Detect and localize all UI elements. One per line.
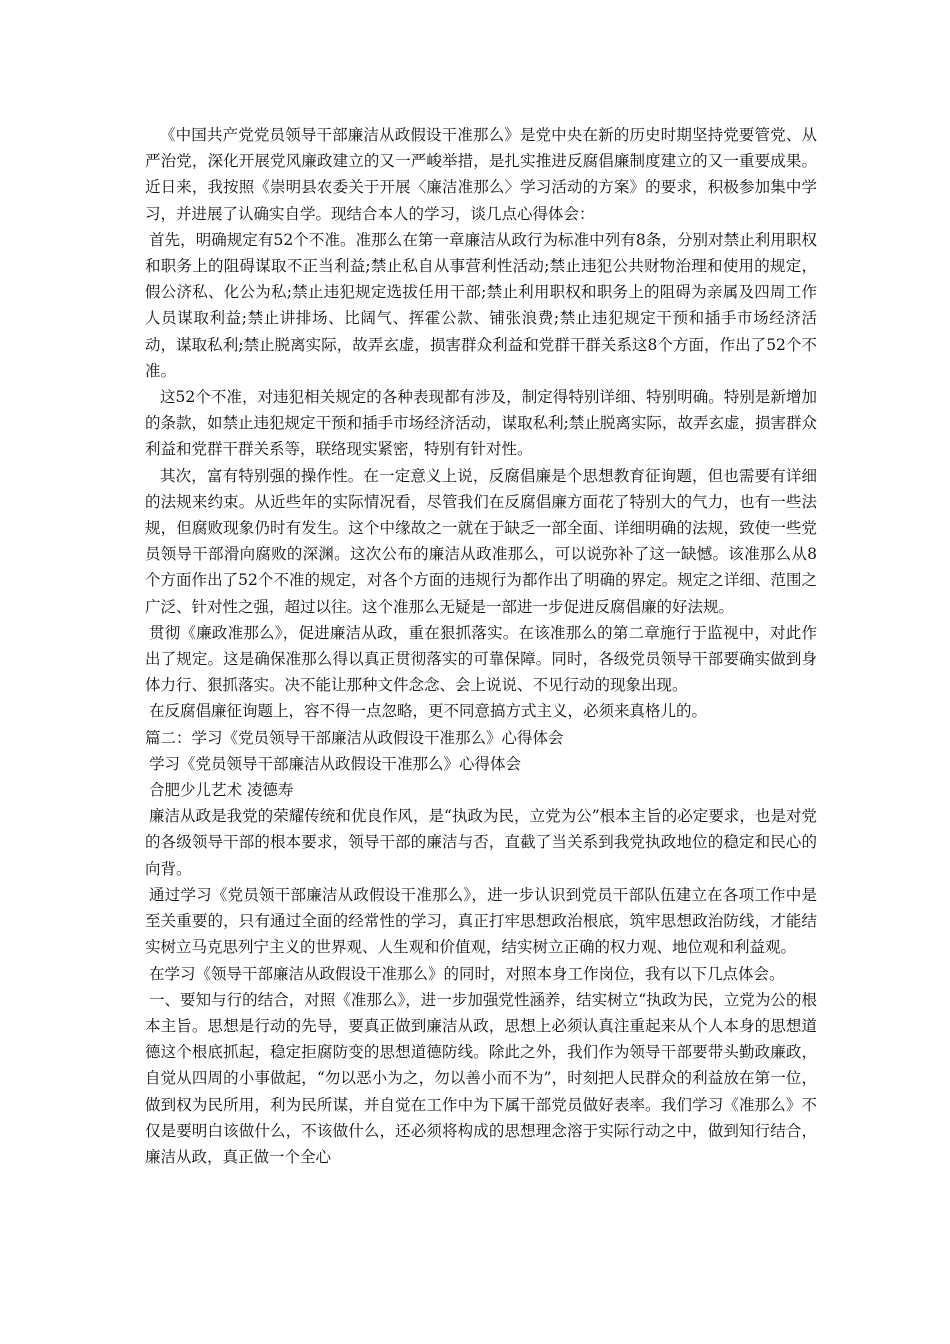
paragraph-intro: 《中国共产党党员领导干部廉洁从政假设干准那么》是党中央在新的历史时期坚持党要管党、从严治党，深化开展党风廉政建立的又一严峻举措，是扎实推进反腐倡廉制度建立的又一重要成果。近日来，我按照《崇明县农委关于开展〈廉洁准那么〉学习活动的方案》的要求，积极参加集中学习，并进展了认确实自学。现结合本人的学习，谈几点心得体会： (145, 126, 817, 223)
paragraph-reflection-intro: 在学习《领导干部廉洁从政假设干准那么》的同时，对照本身工作岗位，我有以下几点体会。 (149, 964, 785, 983)
paragraph-point-one: 一、要知与行的结合，对照《准那么》，进一步加强党性涵养，结实树立“执政为民，立党为公的根本主旨。思想是行动的先导，要真正做到廉洁从政，思想上必须认真注重起来从个人本身的思想道德这个根底抓起，稳定拒腐防变的思想道德防线。除此之外，我们作为领导干部要带头勤政廉政，自觉从四周的小事做起，“勿以恶小为之，勿以善小而不为”，时刻把人民群众的利益放在第一位，做到权为民所用，利为民所谋，并自觉在工作中为下属干部党员做好表率。我们学习《准那么》不仅是要明白该做什么，不该做什么，还必须将构成的思想理念溶于实际行动之中，做到知行结合，廉洁从政，真正做一个全心 (145, 990, 817, 1166)
paragraph-52-rules: 这52个不准，对违犯相关规定的各种表现都有涉及，制定得特别详细、特别明确。特别是新增加的条款，如禁止违犯规定干预和插手市场经济活动，谋取私利;禁止脱离实际，故弄玄虚，损害群众利益和党群干群关系等，联络现实紧密，特别有针对性。 (145, 388, 817, 459)
article-author: 合肥少儿艺术 凌德寿 (149, 781, 294, 800)
paragraph-first-point: 首先，明确规定有52个不准。准那么在第一章廉洁从政行为标准中列有8条，分别对禁止利用职权和职务上的阻碍谋取不正当利益;禁止私自从事营利性活动;禁止违犯公共财物治理和使用的规定，假公济私、化公为私;禁止违犯规定选拔任用干部;禁止利用职权和职务上的阻碍为亲属及四周工作人员谋取利益;禁止讲排场、比阔气、挥霍公款、铺张浪费;禁止违犯规定干预和插手市场经济活动，谋取私利;禁止脱离实际，故弄玄虚，损害群众利益和党群干群关系这8个方面，作出了52个不准。 (145, 230, 817, 380)
section-heading-part-two: 篇二：学习《党员领导干部廉洁从政假设干准那么》心得体会 (145, 728, 564, 747)
paragraph-conclusion: 在反腐倡廉征询题上，容不得一点忽略，更不同意搞方式主义，必须来真格儿的。 (149, 702, 708, 721)
article-title: 学习《党员领导干部廉洁从政假设干准那么》心得体会 (149, 754, 522, 773)
paragraph-clean-governance: 廉洁从政是我党的荣耀传统和优良作风，是“执政为民，立党为公”根本主旨的必定要求，也是对党的各级领导干部的根本要求，领导干部的廉洁与否，直截了当关系到我党执政地位的稳定和民心的向背。 (145, 807, 817, 878)
paragraph-second-point: 其次，富有特别强的操作性。在一定意义上说，反腐倡廉是个思想教育征询题，但也需要有详细的法规来约束。从近些年的实际情况看，尽管我们在反腐倡廉方面花了特别大的气力，也有一些法规，但腐败现象仍时有发生。这个中缘故之一就在于缺乏一部全面、详细明确的法规，致使一些党员领导干部滑向腐败的深渊。这次公布的廉洁从政准那么，可以说弥补了这一缺憾。该准那么从8个方面作出了52个不准的规定，对各个方面的违规行为都作出了明确的界定。规定之详细、范围之广泛、针对性之强，超过以往。这个准那么无疑是一部进一步促进反腐倡廉的好法规。 (145, 466, 817, 616)
document-page (145, 122, 817, 1170)
paragraph-implementation: 贯彻《廉政准那么》，促进廉洁从政，重在狠抓落实。在该准那么的第二章施行于监视中，对此作出了规定。这是确保准那么得以真正贯彻落实的可靠保障。同时，各级党员领导干部要确实做到身体力行、狠抓落实。决不能让那种文件念念、会上说说、不见行动的现象出现。 (145, 623, 817, 695)
paragraph-study: 通过学习《党员领干部廉洁从政假设干准那么》，进一步认识到党员干部队伍建立在各项工作中是至关重要的，只有通过全面的经常性的学习，真正打牢思想政治根底，筑牢思想政治防线，才能结实树立马克思列宁主义的世界观、人生观和价值观，结实树立正确的权力观、地位观和利益观。 (145, 885, 817, 957)
